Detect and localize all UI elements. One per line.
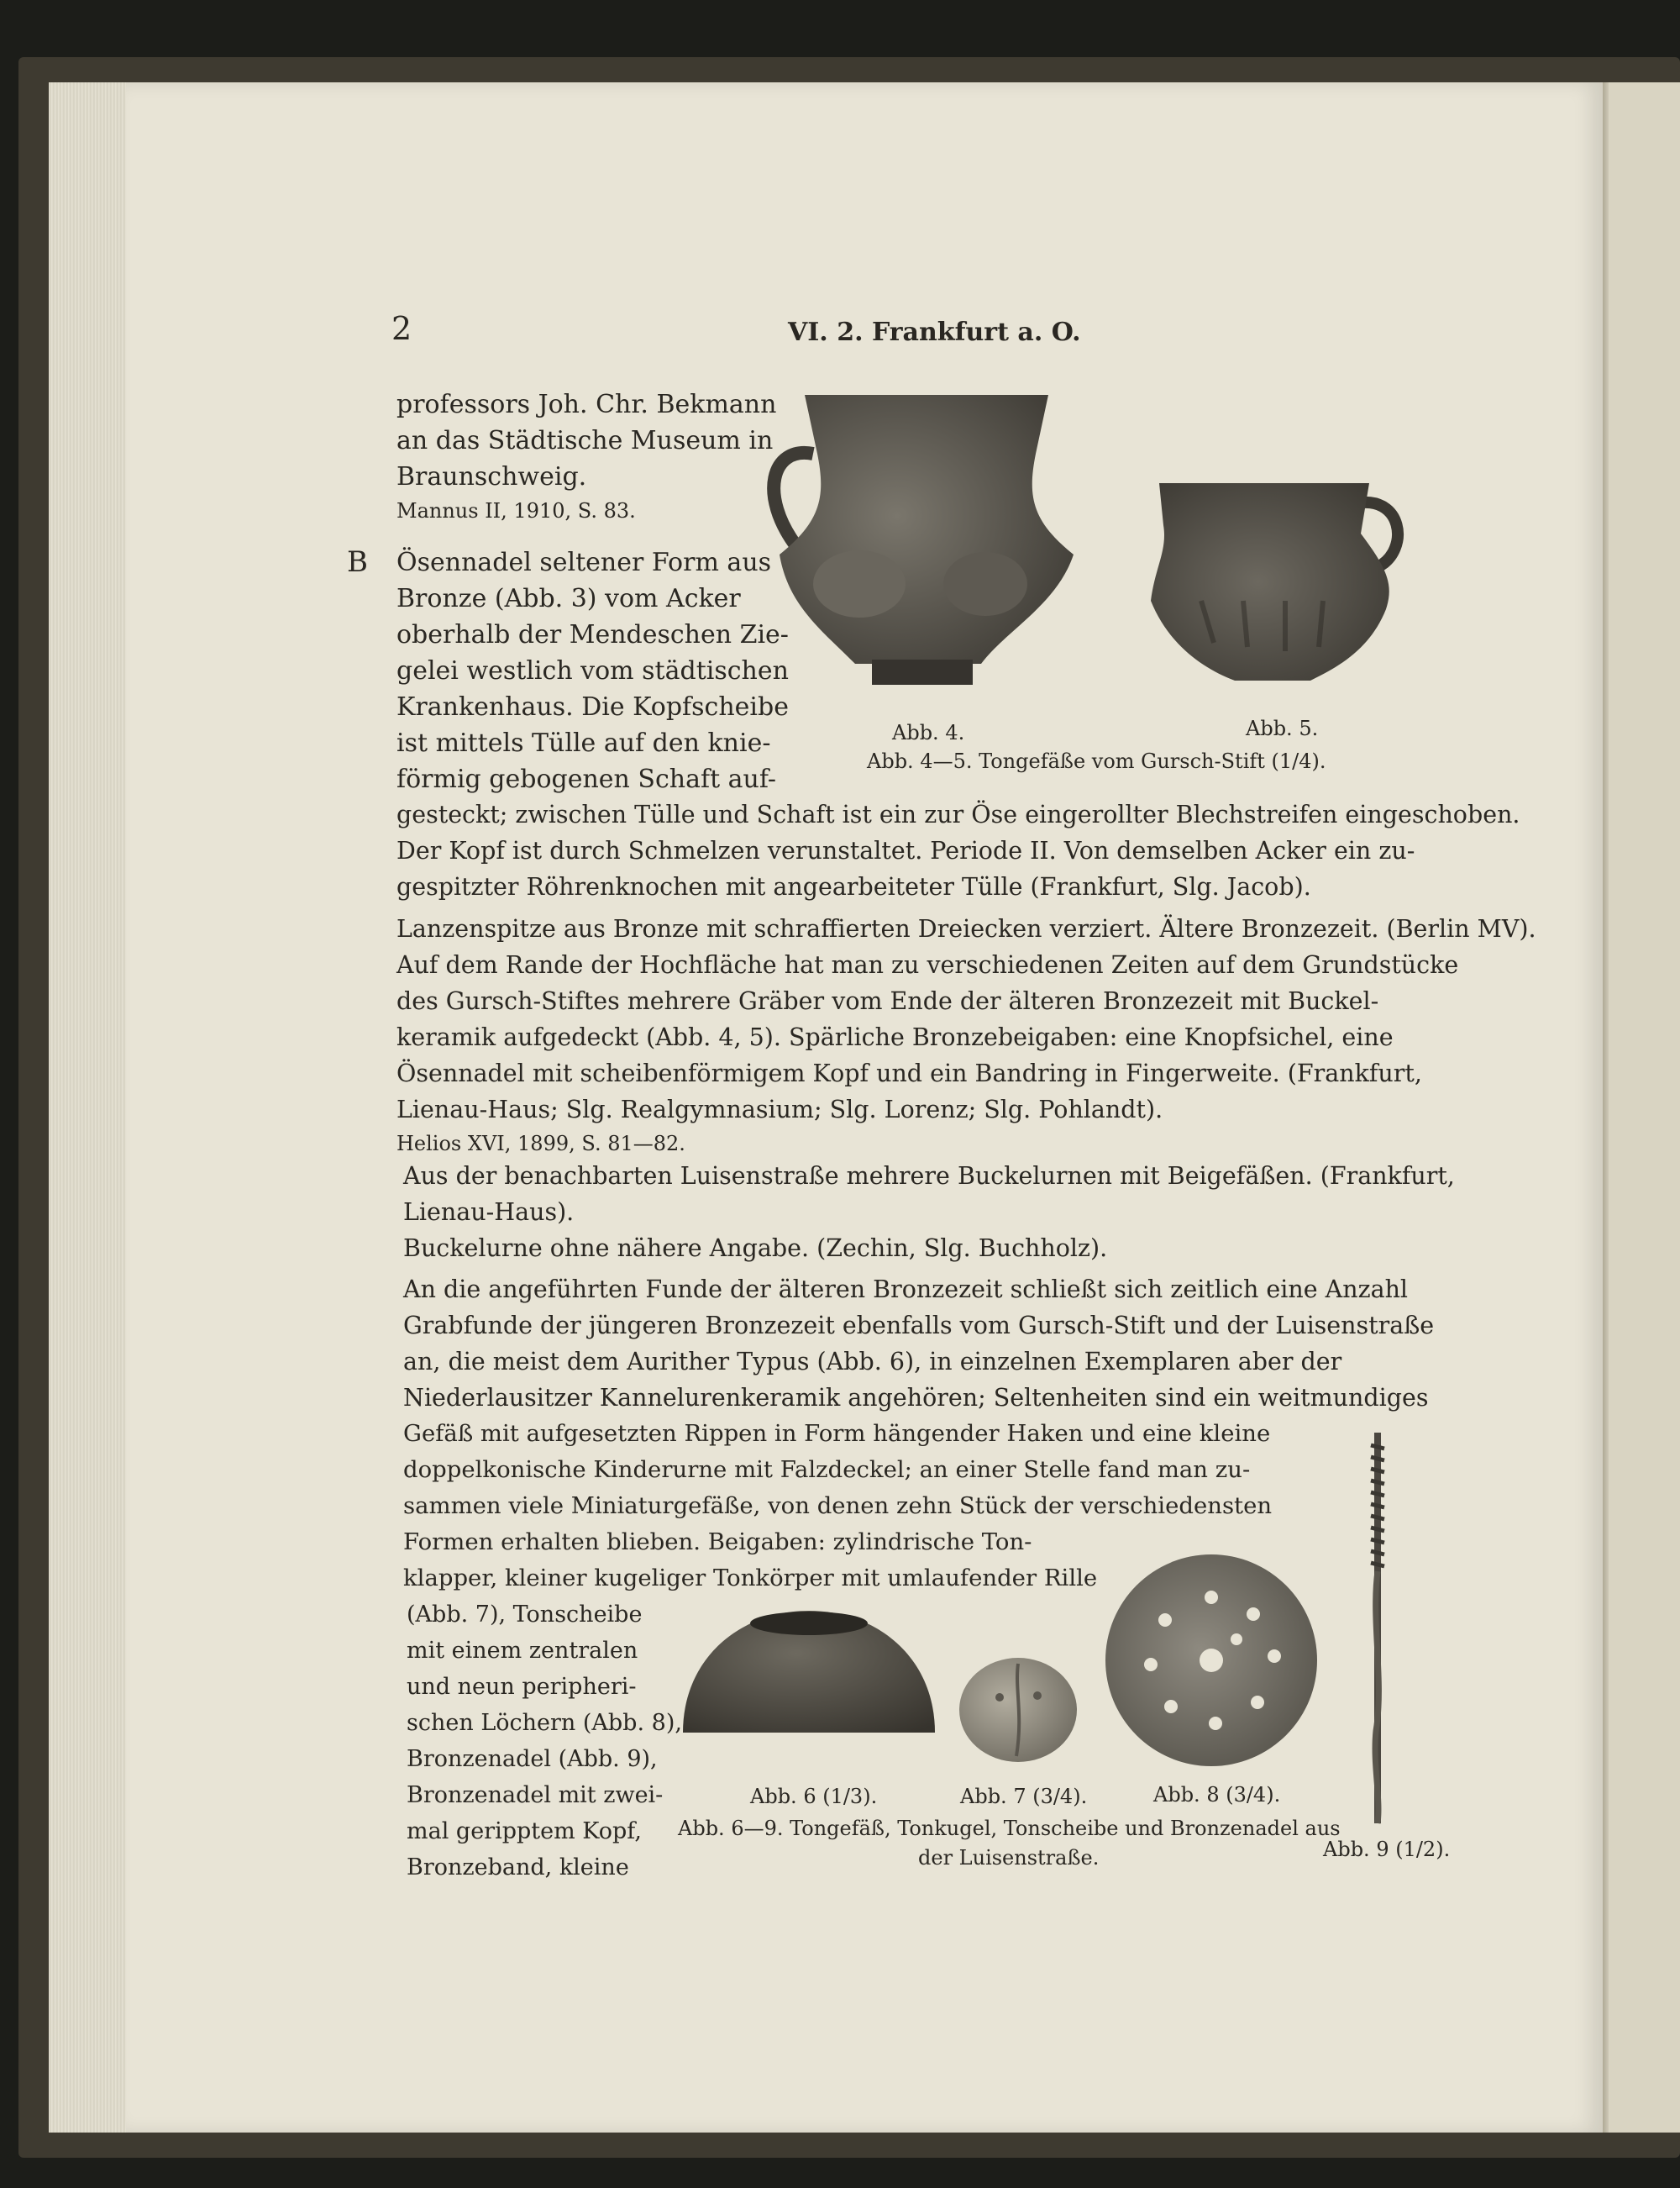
body-line-23: Lienau-Haus). [403,1198,575,1226]
abb9-label: Abb. 9 (1/2). [1323,1838,1451,1861]
abb4-5-caption: Abb. 4—5. Tongefäße vom Gursch-Stift (1/4). [867,749,1326,773]
body-line-40: mal geripptem Kopf, [407,1818,642,1844]
body-line-12: gesteckt; zwischen Tülle und Schaft ist ein zur Öse eingerollter Blechstreifen eingeschoben. [396,801,1520,828]
abb6-label: Abb. 6 (1/3). [750,1785,878,1808]
body-line-26: Grabfunde der jüngeren Bronzezeit ebenfalls vom Gursch-Stift und der Luisenstraße [403,1312,1435,1339]
body-line-17: des Gursch-Stiftes mehrere Gräber vom Ende der älteren Bronzezeit mit Buckel- [396,987,1379,1015]
abb6-9-caption-line1: Abb. 6—9. Tongefäß, Tonkugel, Tonscheibe und Bronzenadel aus [678,1817,1341,1840]
abb7-label: Abb. 7 (3/4). [960,1785,1088,1808]
running-title: VI. 2. Frankfurt a. O. [788,318,1081,347]
facing-page [1609,82,1680,2133]
body-line-9: Krankenhaus. Die Kopfscheibe [396,692,789,722]
body-line-33: klapper, kleiner kugeliger Tonkörper mit umlaufender Rille [403,1565,1098,1591]
citation-mannus: Mannus II, 1910, S. 83. [396,499,636,523]
body-line-16: Auf dem Rande der Hochfläche hat man zu verschiedenen Zeiten auf dem Grundstücke [396,951,1459,979]
body-line-6: Bronze (Abb. 3) vom Acker [396,584,741,613]
body-line-37: schen Löchern (Abb. 8), [407,1710,682,1736]
body-line-25: An die angeführten Funde der älteren Bronzezeit schließt sich zeitlich eine Anzahl [403,1275,1409,1303]
abb8-claydisc-image [1102,1551,1320,1770]
body-line-15: Lanzenspitze aus Bronze mit schraffierten Dreiecken verziert. Ältere Bronzezeit. (Berlin MV). [396,915,1536,943]
body-line-39: Bronzenadel mit zwei- [407,1782,664,1808]
abb9-bronzepin-image [1361,1428,1394,1832]
body-line-29: Gefäß mit aufgesetzten Rippen in Form hängender Haken und eine kleine [403,1420,1271,1447]
body-line-5: Ösennadel seltener Form aus [396,548,772,577]
body-line-1: professors Joh. Chr. Bekmann [396,390,777,419]
abb5-cup-image [1142,475,1411,693]
body-line-35: mit einem zentralen [407,1638,638,1664]
abb4-label: Abb. 4. [892,721,965,744]
abb5-label: Abb. 5. [1246,717,1319,740]
body-line-41: Bronzeband, kleine [407,1854,629,1880]
body-line-22: Aus der benachbarten Luisenstraße mehrere Buckelurnen mit Beigefäßen. (Frankfurt, [403,1162,1455,1190]
body-line-18: keramik aufgedeckt (Abb. 4, 5). Spärliche Bronzebeigaben: eine Knopfsichel, eine [396,1023,1394,1051]
abb7-clayball-image [958,1655,1079,1765]
abb8-label: Abb. 8 (3/4). [1153,1783,1281,1807]
body-line-30: doppelkonische Kinderurne mit Falzdeckel; an einer Stelle fand man zu- [403,1456,1251,1483]
body-line-19: Ösennadel mit scheibenförmigem Kopf und ein Bandring in Fingerweite. (Frankfurt, [396,1060,1422,1087]
body-line-10: ist mittels Tülle auf den knie- [396,728,771,758]
body-line-8: gelei westlich vom städtischen [396,656,789,686]
abb4-jug-image [754,387,1090,706]
body-line-36: und neun peripheri- [407,1674,637,1700]
page-number: 2 [391,310,412,347]
body-line-2: an das Städtische Museum in [396,426,774,455]
margin-marker: B [347,545,368,579]
body-line-24: Buckelurne ohne nähere Angabe. (Zechin, Slg. Buchholz). [403,1234,1108,1262]
body-line-11: förmig gebogenen Schaft auf- [396,765,777,794]
body-line-7: oberhalb der Mendeschen Zie- [396,620,789,650]
body-line-20: Lienau-Haus; Slg. Realgymnasium; Slg. Lorenz; Slg. Pohlandt). [396,1096,1163,1123]
body-line-3: Braunschweig. [396,462,587,492]
body-line-14: gespitzter Röhrenknochen mit angearbeiteter Tülle (Frankfurt, Slg. Jacob). [396,873,1311,901]
body-line-31: sammen viele Miniaturgefäße, von denen zehn Stück der verschiedensten [403,1492,1273,1519]
abb6-9-caption-line2: der Luisenstraße. [918,1846,1100,1870]
citation-helios: Helios XVI, 1899, S. 81—82. [396,1132,685,1155]
body-line-28: Niederlausitzer Kannelurenkeramik angehören; Seltenheiten sind ein weitmundiges [403,1384,1429,1412]
body-line-27: an, die meist dem Aurither Typus (Abb. 6), in einzelnen Exemplaren aber der [403,1348,1342,1375]
abb6-bowl-image [675,1607,943,1741]
body-line-34: (Abb. 7), Tonscheibe [407,1602,643,1628]
body-line-38: Bronzenadel (Abb. 9), [407,1746,658,1772]
body-line-32: Formen erhalten blieben. Beigaben: zylindrische Ton- [403,1528,1032,1555]
body-line-13: Der Kopf ist durch Schmelzen verunstaltet. Periode II. Von demselben Acker ein zu- [396,837,1415,865]
